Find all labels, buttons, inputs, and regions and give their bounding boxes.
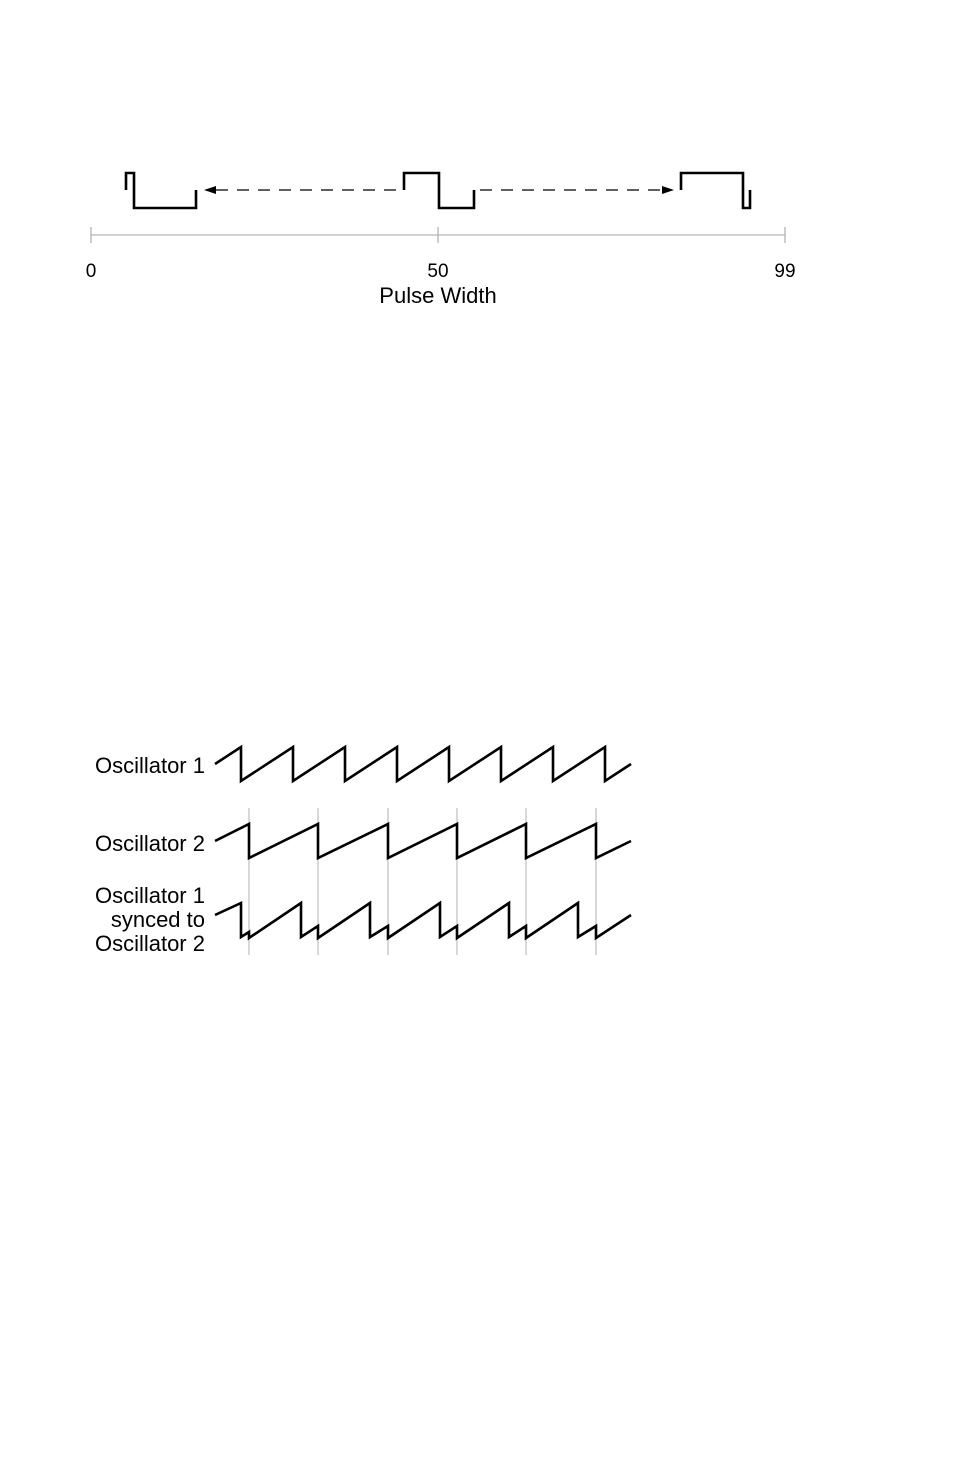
oscillator-1-label: Oscillator 1 [94,753,205,778]
oscillator-1-waveform [215,747,631,781]
pulse-width-diagram [86,173,796,308]
synced-label-line-3: Oscillator 2 [94,931,205,956]
right-arrowhead [662,186,674,194]
tick-label-99: 99 [774,261,796,282]
pulse-width-axis-label: Pulse Width [379,283,497,308]
oscillator-2-waveform [215,824,631,858]
synced-label-line-2: synced to [110,907,205,932]
oscillator-2-label: Oscillator 2 [94,831,205,856]
square-pulse-waveform [404,173,474,208]
tick-label-50: 50 [427,261,449,282]
synced-waveform [215,903,631,938]
wide-pulse-waveform [681,173,750,208]
oscillator-sync-diagram [95,747,631,956]
synced-label-line-1: Oscillator 1 [94,883,205,908]
tick-label-0: 0 [85,261,97,282]
left-arrowhead [204,186,216,194]
narrow-pulse-waveform [126,173,196,208]
